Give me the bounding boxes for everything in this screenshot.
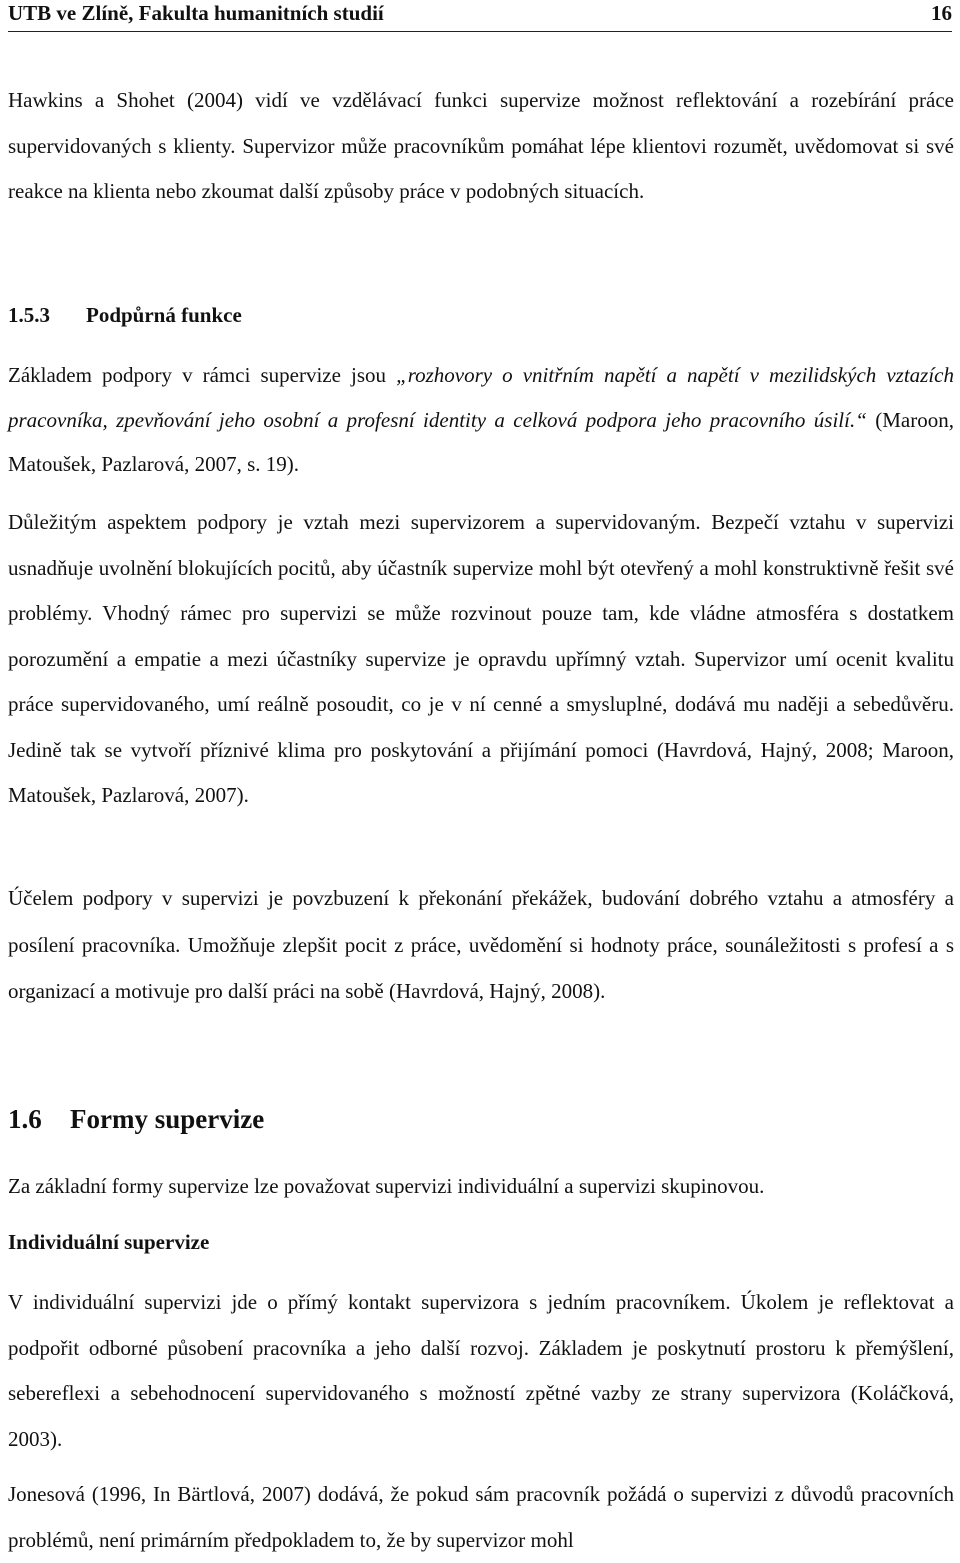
paragraph-jonesova: Jonesová (1996, In Bärtlová, 2007) dodává, že pokud sám pracovník požádá o supervizi z důvodů pracovních problémů, není primárním předpokladem to, že by supervizor mohl (8, 1482, 954, 1552)
support-basis-quote: „rozhovory o vnitřním napětí a napětí v mezilidských vztazích pracovníka, zpevňování jeho osobní a profesní identity a celková podpora jeho pracovního úsilí.“ (8, 363, 954, 432)
header-title: UTB ve Zlíně, Fakulta humanitních studií (8, 1, 384, 25)
header-rule (8, 31, 952, 32)
running-header (8, 0, 952, 30)
paragraph-support-purpose: Účelem podpory v supervizi je povzbuzení k překonání překážek, budování dobrého vztahu a atmosféry a posílení pracovníka. Umožňuje zlepšit pocit z práce, uvědomění si hodnoty práce, sounáležitosti s profesí a s organizací a motivuje pro další práci na sobě (Havrdová, Hajný, 2008). (8, 886, 954, 1003)
page-number: 16 (931, 1, 952, 25)
section-number: 1.6 (8, 1104, 42, 1134)
subheading-individual-supervision: Individuální supervize (8, 1230, 210, 1254)
support-basis-intro: Základem podpory v rámci supervize jsou (8, 363, 397, 387)
section-number: 1.5.3 (8, 303, 50, 327)
paragraph-relationship: Důležitým aspektem podpory je vztah mezi supervizorem a supervidovaným. Bezpečí vztahu v supervizi usnadňuje uvolnění blokujících pocitů, aby účastník supervize mohl být otevřený a mohl konstruktivně řešit své problémy. Vhodný rámec pro supervizi se může rozvinout pouze tam, kde vládne atmosféra s dostatkem porozumění a empatie a mezi účastníky supervize je opravdu upřímný vztah. Supervizor umí ocenit kvalitu práce supervidovaného, umí reálně posoudit, co je v ní cenné a smysluplné, dodává mu naději a sebedůvěru. Jedině tak se vytvoří příznivé klima pro poskytování a přijímání pomoci (Havrdová, Hajný, 2008; Maroon, Matoušek, Pazlarová, 2007). (8, 510, 954, 807)
section-title: Formy supervize (70, 1104, 265, 1134)
support-basis-citation: (Maroon, Matoušek, Pazlarová, 2007, s. 19). (8, 407, 954, 476)
paragraph-individual-supervision: V individuální supervizi jde o přímý kontakt supervizora s jedním pracovníkem. Úkolem je reflektovat a podpořit odborné působení pracovníka a jeho další rozvoj. Základem je poskytnutí prostoru k přemýšlení, sebereflexi a sebehodnocení supervidovaného s možností zpětné vazby ze strany supervizora (Koláčková, 2003). (8, 1290, 954, 1451)
paragraph-support-basis (8, 353, 954, 487)
section-heading-1-5-3 (8, 302, 242, 328)
paragraph-basic-forms: Za základní formy supervize lze považovat supervizi individuální a supervizi skupinovou. (8, 1174, 765, 1198)
section-heading-1-6 (8, 1102, 264, 1136)
paragraph-education-function: Hawkins a Shohet (2004) vidí ve vzdělávací funkci supervize možnost reflektování a rozebírání práce supervidovaných s klienty. Supervizor může pracovníkům pomáhat lépe klientovi rozumět, uvědomovat si své reakce na klienta nebo zkoumat další způsoby práce v podobných situacích. (8, 88, 954, 203)
section-title: Podpůrná funkce (86, 303, 242, 327)
